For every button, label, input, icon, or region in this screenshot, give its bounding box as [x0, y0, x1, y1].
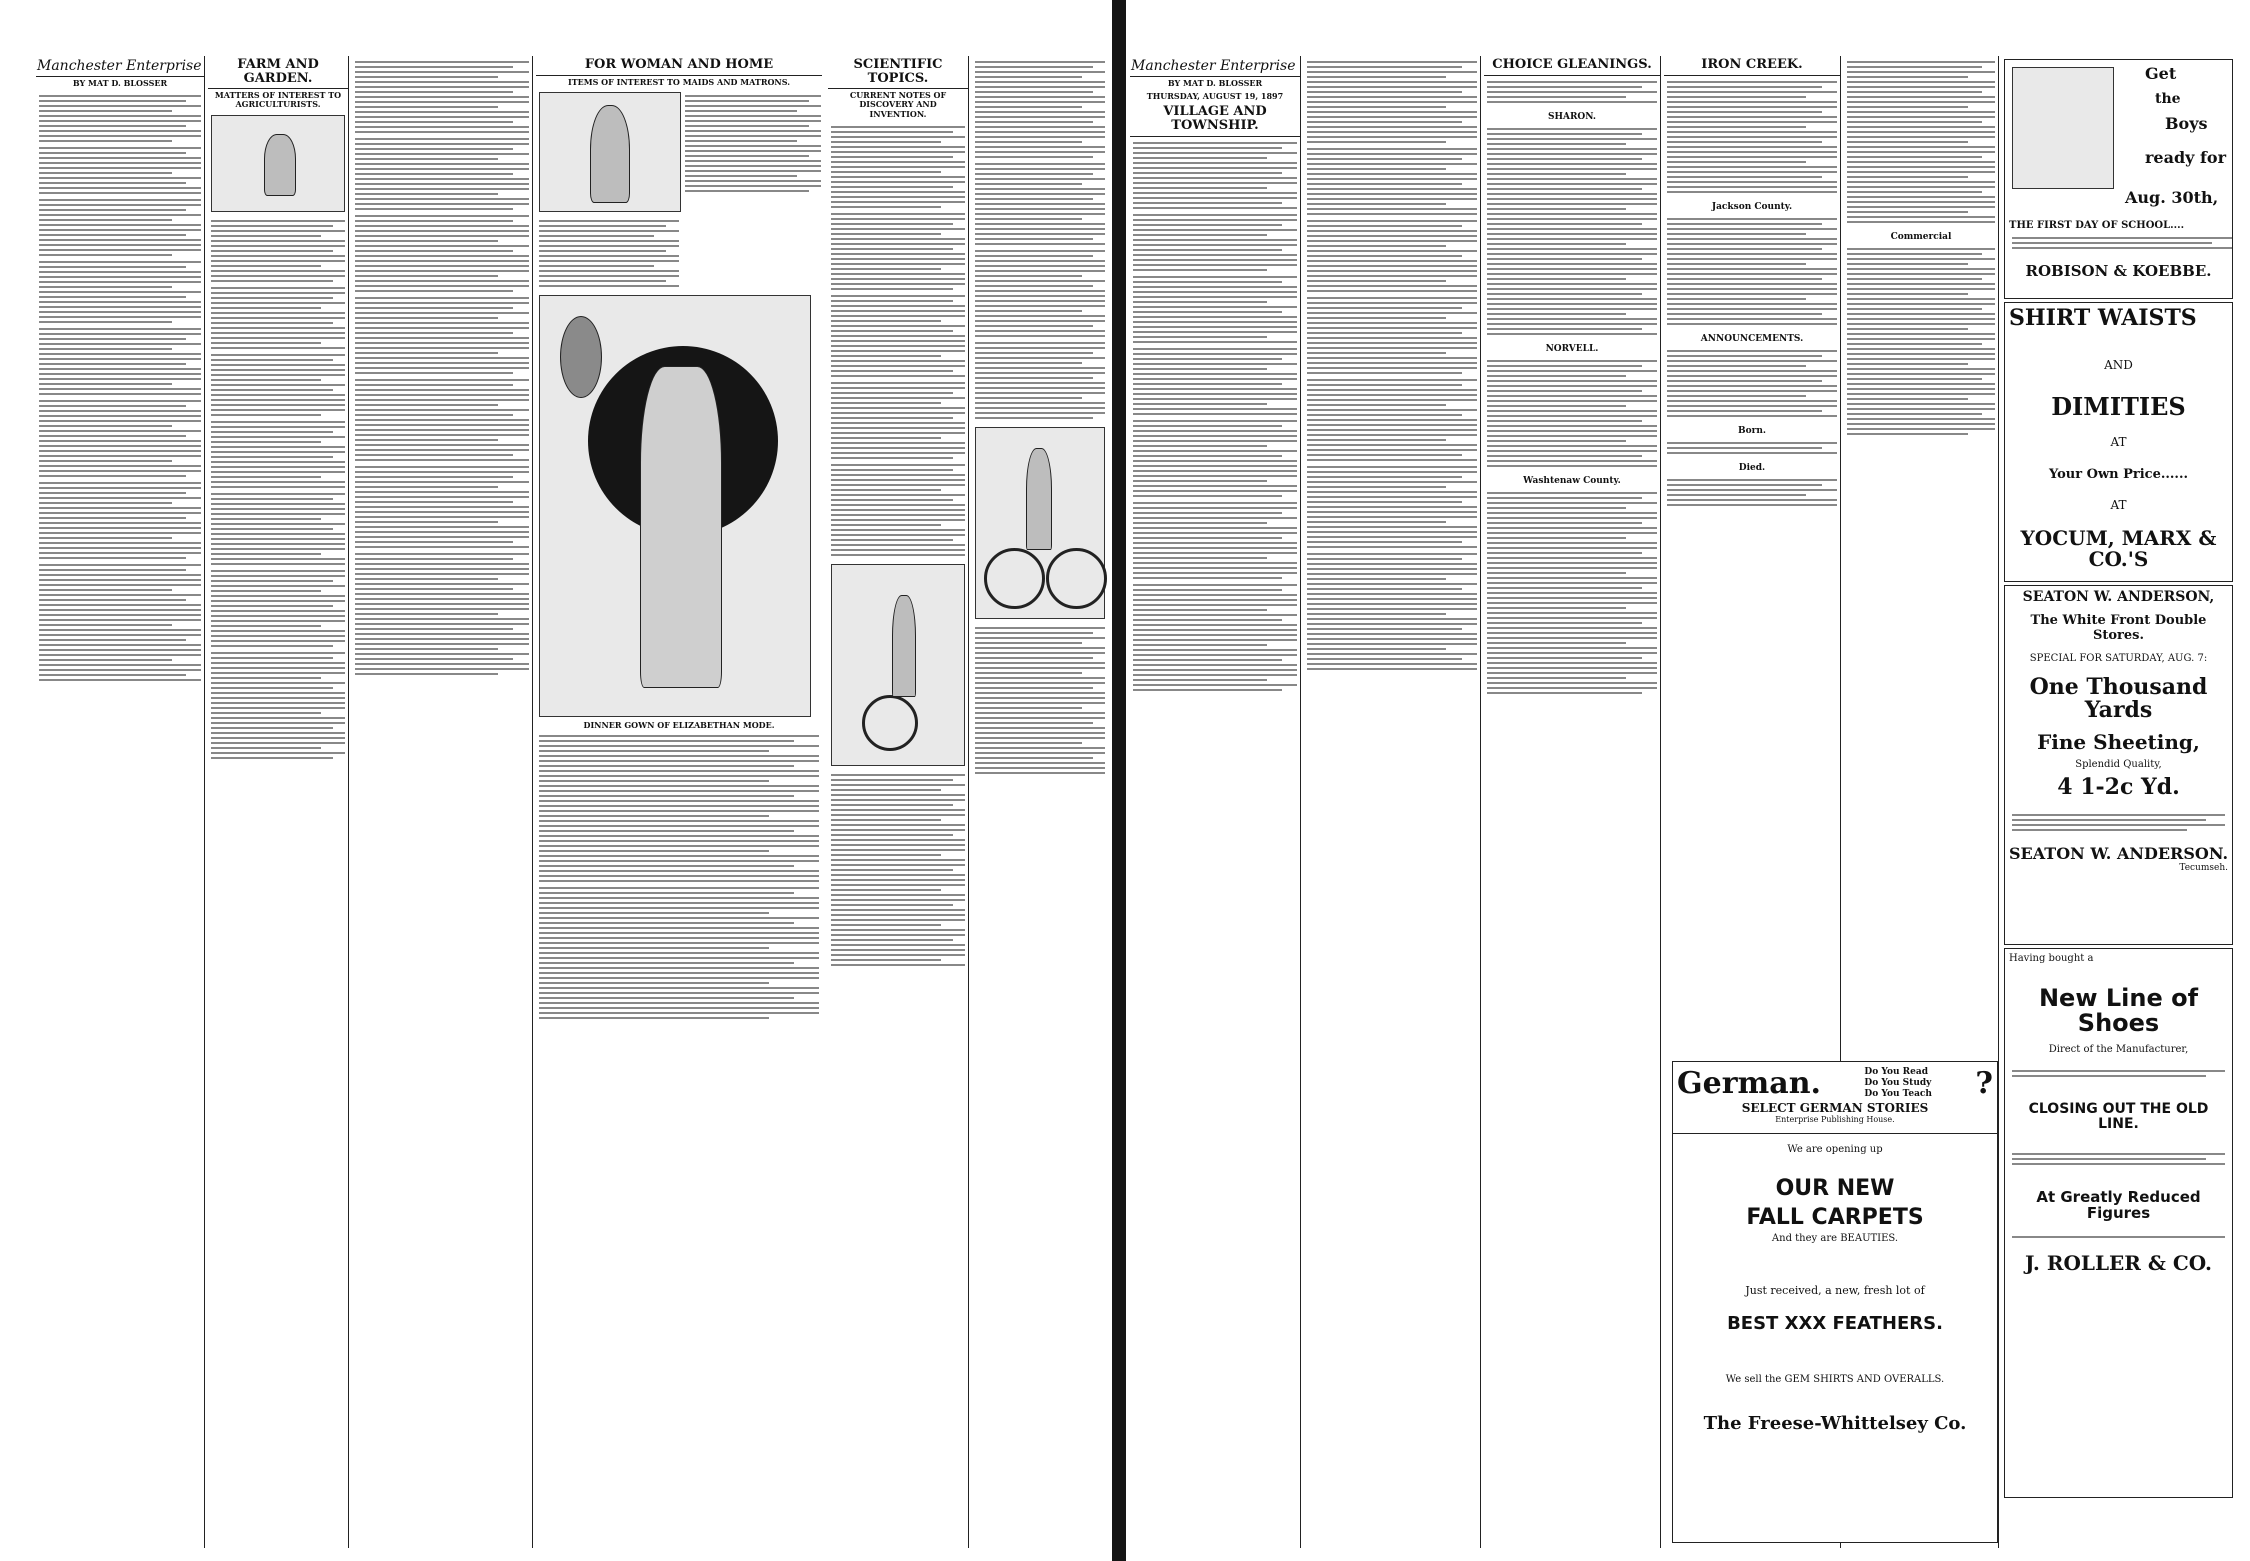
school-desk-illustration: [2012, 67, 2114, 189]
woman-home-text-3: [536, 730, 822, 1024]
boys-line7: ROBISON & KOEBBE.: [2025, 262, 2212, 280]
village-township-heading: VILLAGE AND TOWNSHIP.: [1130, 103, 1300, 136]
carpets-line7: We sell the GEM SHIRTS AND OVERALLS.: [1725, 1374, 1945, 1386]
left-col-5-scientific: [828, 56, 969, 1548]
right-col-1: [1130, 56, 1301, 1548]
left-col-3-text: [352, 56, 532, 680]
left-col-1-text: [36, 90, 204, 686]
died-text: [1664, 474, 1840, 511]
left-masthead: Manchester Enterprise: [36, 56, 204, 77]
shirt-line6: AT: [2110, 498, 2127, 513]
iron-creek-text: [1664, 76, 1840, 198]
left-col-2-text: [208, 215, 348, 764]
boys-line2: the: [2155, 91, 2181, 107]
right-masthead: Manchester Enterprise: [1130, 56, 1300, 77]
woman-home-text-2: [536, 215, 682, 292]
norvell-text: [1484, 355, 1660, 472]
scientific-text: [828, 121, 968, 561]
seaton-town: Tecumseh.: [2179, 862, 2228, 873]
shirt-line2: AND: [2104, 358, 2133, 373]
market-text: [1844, 243, 1998, 440]
shirt-line5: Your Own Price......: [2048, 467, 2189, 483]
seaton-item2: Fine Sheeting,: [2037, 729, 2200, 754]
shoes-line3: Direct of the Manufacturer,: [2048, 1044, 2189, 1056]
carpets-ad: [1672, 1133, 1998, 1543]
seaton-special: SPECIAL FOR SATURDAY, AUG. 7:: [2029, 652, 2208, 664]
boys-line5: Aug. 30th,: [2125, 188, 2219, 207]
shoes-line1: Having bought a: [2009, 953, 2094, 964]
shirt-line4: AT: [2110, 435, 2127, 450]
shoes-line4: CLOSING OUT THE OLD LINE.: [2028, 1101, 2209, 1133]
carpets-line6: BEST XXX FEATHERS.: [1727, 1313, 1943, 1335]
washtenaw-text: [1484, 487, 1660, 699]
boys-line6: THE FIRST DAY OF SCHOOL....: [2009, 220, 2185, 231]
norvell-head: NORVELL.: [1545, 343, 1599, 354]
plant-illustration: [211, 115, 345, 212]
seaton-item: One Thousand Yards: [2029, 673, 2208, 723]
german-q1: Do You Read: [1864, 1067, 1929, 1078]
page-gutter: [1112, 0, 1126, 1561]
boys-ad: [2004, 59, 2233, 299]
german-word: German.: [1677, 1065, 1821, 1101]
choice-text: [1484, 76, 1660, 108]
left-col-1: [36, 56, 205, 1548]
shoes-line5: At Greatly Reduced Figures: [2036, 1187, 2201, 1222]
seaton-price: 4 1-2c Yd.: [2057, 773, 2180, 800]
right-col-2: [1304, 56, 1481, 1548]
iron-creek-heading: IRON CREEK.: [1664, 56, 1840, 76]
woman-home-text: [682, 90, 822, 197]
sharon-head: SHARON.: [1547, 111, 1597, 122]
german-title: SELECT GERMAN STORIES: [1741, 1101, 1929, 1115]
shirt-line3: DIMITIES: [2051, 392, 2186, 422]
right-col-5-text: [1844, 56, 1998, 228]
announcements-text: [1664, 345, 1840, 422]
left-col-2: [208, 56, 349, 1548]
shirt-line7: YOCUM, MARX & CO.'S: [2020, 526, 2217, 572]
left-col-6-text-2: [972, 622, 1108, 779]
scientific-text-2: [828, 769, 968, 971]
bicycle-woman-illustration: [975, 427, 1105, 619]
jackson-head: Jackson County.: [1711, 201, 1793, 212]
washtenaw-head: Washtenaw County.: [1523, 475, 1621, 486]
right-col-2-text: [1304, 56, 1480, 675]
right-col-3-choice: [1484, 56, 1661, 1548]
left-col-6: [972, 56, 1108, 1548]
shoes-line2: New Line of Shoes: [2038, 984, 2199, 1038]
woman-home-heading: FOR WOMAN AND HOME: [536, 56, 822, 76]
seaton-name-2: SEATON W. ANDERSON.: [2009, 843, 2229, 863]
seaton-tag: The White Front Double Stores.: [2030, 612, 2207, 643]
german-q3: Do You Teach: [1864, 1088, 1932, 1099]
commercial-head: Commercial: [1890, 232, 1952, 242]
scientific-heading: SCIENTIFIC TOPICS.: [828, 56, 968, 89]
farm-garden-heading: FARM AND GARDEN.: [208, 56, 348, 89]
boys-line3: Boys: [2165, 114, 2208, 133]
carpets-line3: FALL CARPETS: [1746, 1205, 1924, 1231]
carpets-line4: And they are BEAUTIES.: [1771, 1233, 1899, 1245]
shoes-line6: J. ROLLER & CO.: [2025, 1251, 2212, 1276]
right-byline: BY MAT D. BLOSSER: [1167, 78, 1263, 88]
carpets-line8: The Freese-Whittelsey Co.: [1703, 1413, 1967, 1435]
left-byline: BY MAT D. BLOSSER: [72, 78, 168, 88]
german-publisher: Enterprise Publishing House.: [1775, 1115, 1895, 1124]
right-page: [1130, 48, 2235, 1548]
issue-date: THURSDAY, AUGUST 19, 1897: [1146, 91, 1284, 102]
right-col-1-text: [1130, 137, 1300, 696]
jackson-text: [1664, 213, 1840, 330]
carpets-line5: Just received, a new, fresh lot of: [1745, 1284, 1925, 1298]
dinner-gown-illustration: [539, 295, 811, 717]
roller-shoes-ad: [2004, 948, 2233, 1498]
born-text: [1664, 437, 1840, 459]
seaton-quality: Splendid Quality,: [2075, 758, 2162, 770]
woman-home-subheading: ITEMS OF INTEREST TO MAIDS AND MATRONS.: [567, 76, 791, 87]
shirt-waists-ad: [2004, 302, 2233, 582]
bicycle-illustration: [831, 564, 965, 766]
died-head: Died.: [1738, 462, 1766, 473]
left-col-3: [352, 56, 533, 1548]
born-head: Born.: [1737, 425, 1767, 436]
fashion-plate-small: [539, 92, 681, 212]
farm-garden-subheading: MATTERS OF INTEREST TO AGRICULTURISTS.: [214, 90, 342, 110]
right-ad-column: [2002, 56, 2235, 1548]
german-stories-ad: German. Do You Read Do You Study Do You Teach ? SELECT GERMAN STORIES Enterprise Publishing House.: [1672, 1061, 1998, 1137]
left-col-4-woman-home: [536, 56, 822, 1548]
seaton-name: SEATON W. ANDERSON,: [2022, 589, 2215, 605]
sharon-text: [1484, 123, 1660, 340]
choice-gleanings-heading: CHOICE GLEANINGS.: [1484, 56, 1660, 76]
left-page: [36, 48, 1108, 1548]
dinner-gown-caption: DINNER GOWN OF ELIZABETHAN MODE.: [583, 719, 775, 730]
carpets-line1: We are opening up: [1787, 1144, 1883, 1155]
boys-line4: ready for: [2145, 148, 2227, 167]
boys-line1: Get: [2145, 64, 2177, 83]
shirt-line1: SHIRT WAISTS: [2009, 305, 2197, 331]
seaton-anderson-ad: [2004, 585, 2233, 945]
carpets-line2: OUR NEW: [1775, 1176, 1895, 1201]
german-q2: Do You Study: [1864, 1078, 1932, 1089]
scientific-subheading: CURRENT NOTES OF DISCOVERY AND INVENTION.: [849, 90, 947, 119]
left-col-6-text: [972, 56, 1108, 424]
announcements-head: ANNOUNCEMENTS.: [1700, 333, 1804, 344]
